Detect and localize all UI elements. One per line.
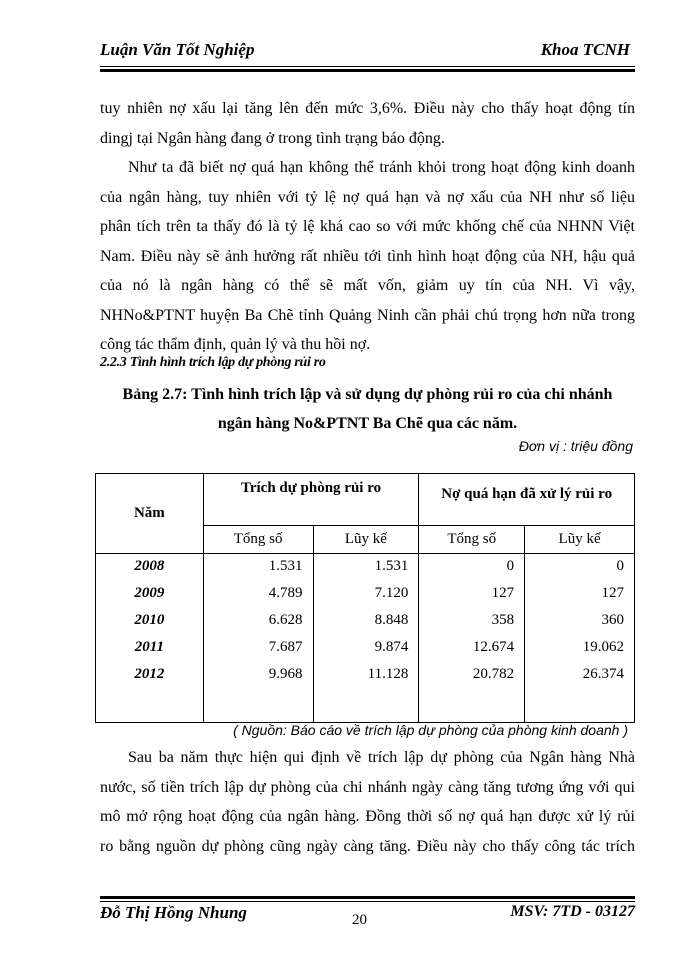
sub-total-header: Tổng số: [419, 526, 525, 554]
value-cell: 1.531: [203, 554, 313, 580]
value-cell: 4.789: [203, 580, 313, 607]
value-cell: 12.674: [419, 634, 525, 661]
page-number: 20: [352, 912, 367, 928]
source-note: ( Nguồn: Báo cáo về trích lập dự phòng của phòng kinh doanh ): [233, 722, 628, 738]
table-row: [96, 634, 635, 661]
group-provision-header: Trích dự phòng rủi ro: [203, 474, 419, 526]
value-cell: 8.848: [313, 607, 419, 634]
table-row: [96, 580, 635, 607]
table-row: [96, 661, 635, 688]
footer-student-id: MSV: 7TD - 03127: [510, 903, 635, 920]
value-cell: 127: [419, 580, 525, 607]
text-line: Sau ba năm thực hiện qui định về trích lập dự phòng của Ngân hàng Nhà: [128, 749, 635, 766]
caption-line: ngân hàng No&PTNT Ba Chẽ qua các năm.: [217, 415, 518, 432]
value-cell: 360: [525, 607, 635, 634]
text-line: ro bằng nguồn dự phòng cũng ngày càng tăng. Điều này cho thấy công tác trích: [100, 837, 635, 855]
value-cell: 20.782: [419, 661, 525, 688]
paragraph-2: [100, 153, 635, 360]
value-cell: 26.374: [525, 661, 635, 688]
value-cell: 127: [525, 580, 635, 607]
provision-table: [95, 473, 635, 723]
year-cell: 2010: [96, 607, 204, 634]
sub-cumulative-header: Lũy kế: [525, 526, 635, 554]
value-cell: 9.968: [203, 661, 313, 688]
header-rule: [100, 66, 635, 72]
value-cell: 9.874: [313, 634, 419, 661]
table-caption: [100, 380, 635, 438]
page-header: [100, 40, 630, 66]
year-cell: 2009: [96, 580, 204, 607]
empty-cell: [96, 688, 204, 723]
value-cell: 1.531: [313, 554, 419, 580]
sub-cumulative-header: Lũy kế: [313, 526, 419, 554]
text-line: tuy nhiên nợ xấu lại tăng lên đến mức 3,6%. Điều này cho thấy hoạt động tín: [100, 100, 635, 117]
text-line: phân tích trên ta thấy đó là tỷ lệ khá cao so với mức khống chế của NHNN Việt: [100, 218, 635, 235]
text-line: dingj tại Ngân hàng đang ở trong tình trạng báo động.: [100, 129, 445, 147]
value-cell: 19.062: [525, 634, 635, 661]
text-line: của nó là ngân hàng có thể sẽ mất vốn, giảm uy tín của NH. Vì vậy,: [100, 277, 635, 294]
table-row: [96, 554, 635, 580]
value-cell: 7.120: [313, 580, 419, 607]
paragraph-1: [100, 94, 635, 153]
header-title: Luận Văn Tốt Nghiệp: [100, 40, 255, 59]
value-cell: 6.628: [203, 607, 313, 634]
caption-line: Bảng 2.7: Tình hình trích lập và sử dụng dự phòng rủi ro của chi nhánh: [122, 386, 613, 403]
col-year-header: Năm: [96, 474, 204, 554]
unit-label: Đơn vị : triệu đồng: [518, 438, 633, 454]
empty-cell: [313, 688, 419, 723]
value-cell: 0: [419, 554, 525, 580]
empty-cell: [525, 688, 635, 723]
year-cell: 2008: [96, 554, 204, 580]
text-line: NHNo&PTNT huyện Ba Chẽ tỉnh Quảng Ninh cần phải chú trọng hơn nữa trong: [100, 306, 635, 324]
empty-cell: [419, 688, 525, 723]
table-spacer-row: [96, 688, 635, 723]
footer-author: Đỗ Thị Hồng Nhung: [100, 903, 247, 922]
table-row: [96, 607, 635, 634]
value-cell: 358: [419, 607, 525, 634]
group-writeoff-header: Nợ quá hạn đã xử lý rủi ro: [419, 474, 635, 526]
header-faculty: Khoa TCNH: [540, 40, 630, 59]
text-line: Nam. Điều này sẽ ảnh hưởng rất nhiều tới tình hình hoạt động của NH, hậu quả: [100, 247, 635, 265]
text-line: công tác thẩm định, quản lý và thu hồi nợ.: [100, 336, 371, 353]
text-line: mô mở rộng hoạt động của ngân hàng. Đồng thời số nợ quá hạn được xử lý rủi: [100, 808, 635, 825]
empty-cell: [203, 688, 313, 723]
paragraph-3: [100, 743, 635, 861]
section-heading: 2.2.3 Tình hình trích lập dự phòng rủi ro: [100, 355, 326, 370]
table-header-row: [96, 474, 635, 526]
value-cell: 7.687: [203, 634, 313, 661]
year-cell: 2011: [96, 634, 204, 661]
value-cell: 0: [525, 554, 635, 580]
text-line: nước, số tiền trích lập dự phòng của chi nhánh ngày càng tăng tương ứng với qui: [100, 778, 635, 796]
text-line: của ngân hàng, tuy nhiên với tỷ lệ nợ quá hạn và nợ xấu của NH như số liệu: [100, 188, 635, 206]
footer-rule: [100, 896, 635, 902]
sub-total-header: Tổng số: [203, 526, 313, 554]
text-line: Như ta đã biết nợ quá hạn không thể tránh khỏi trong hoạt động kinh doanh: [128, 159, 635, 176]
value-cell: 11.128: [313, 661, 419, 688]
year-cell: 2012: [96, 661, 204, 688]
